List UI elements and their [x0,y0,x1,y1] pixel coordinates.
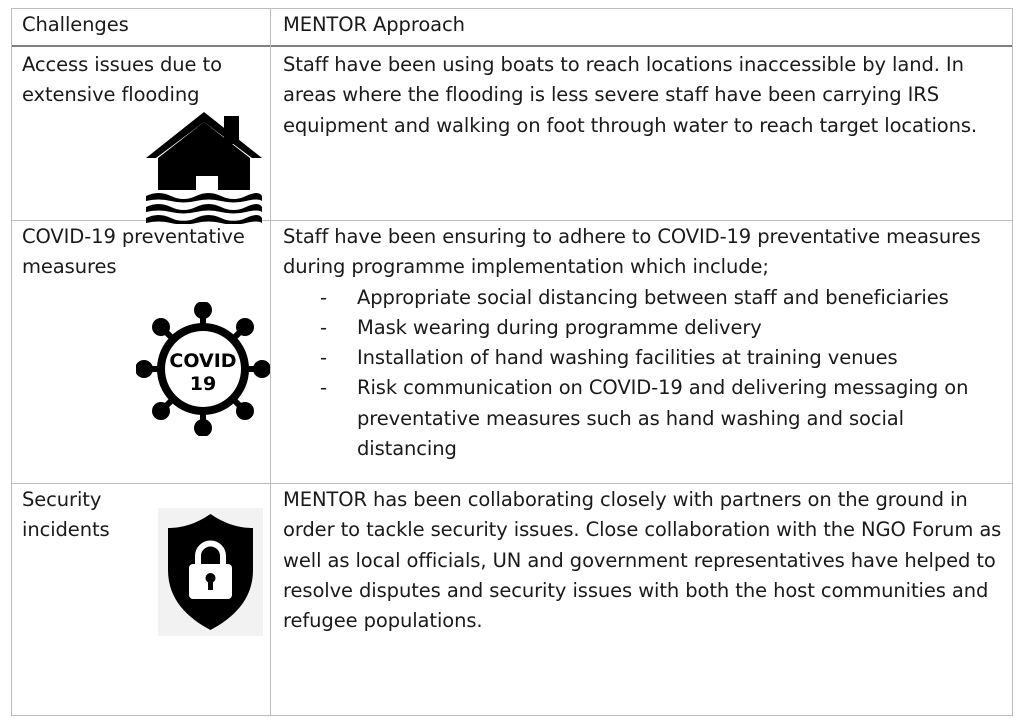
list-item: - Mask wearing during programme delivery [283,313,1005,343]
covid-icon-text-1: COVID [169,350,237,372]
approach-security: MENTOR has been collaborating closely with partners on the ground in order to tackle security issues. Close collaboration with the NGO Forum as well as local officials, UN and government representatives have helped to resolve disputes and security issues with both the host communities and refugee populations. [283,488,1002,633]
table-border-left [11,8,12,716]
list-item: - Appropriate social distancing between staff and beneficiaries [283,283,1005,313]
table-border-top [11,8,1013,9]
bullet-marker: - [320,376,327,400]
table-border-bottom [11,715,1013,716]
challenges-table [11,8,1013,716]
challenge-flooding: Access issues due to extensive flooding [22,53,222,107]
shield-lock-icon [158,508,263,636]
table-border-right [1012,8,1013,716]
header-approach: MENTOR Approach [283,13,465,36]
covid-virus-icon [136,302,270,436]
challenge-covid: COVID-19 preventative measures [22,225,245,279]
header-divider [11,45,1013,47]
list-item: - Installation of hand washing facilities at training venues [283,343,1005,373]
bullet-marker: - [320,346,327,370]
approach-flooding: Staff have been using boats to reach locations inaccessible by land. In areas where the flooding is less severe staff have been carrying IRS equipment and walking on foot through water to reach target locations. [283,53,978,137]
flooded-house-icon [144,112,264,224]
header-challenges: Challenges [22,13,129,36]
covid-measures-list [283,283,1005,465]
approach-covid-intro: Staff have been ensuring to adhere to COVID-19 preventative measures during programme implementation which include; [283,225,981,279]
covid-icon-text-2: 19 [189,373,217,395]
column-divider [270,8,271,716]
list-item: - Risk communication on COVID-19 and delivering messaging on preventative measures such as hand washing and social distancing [283,373,1005,464]
row-divider-2 [11,483,1013,484]
bullet-marker: - [320,285,327,309]
challenge-security: Security incidents [22,488,110,542]
bullet-marker: - [320,315,327,339]
approach-covid [283,222,1005,464]
